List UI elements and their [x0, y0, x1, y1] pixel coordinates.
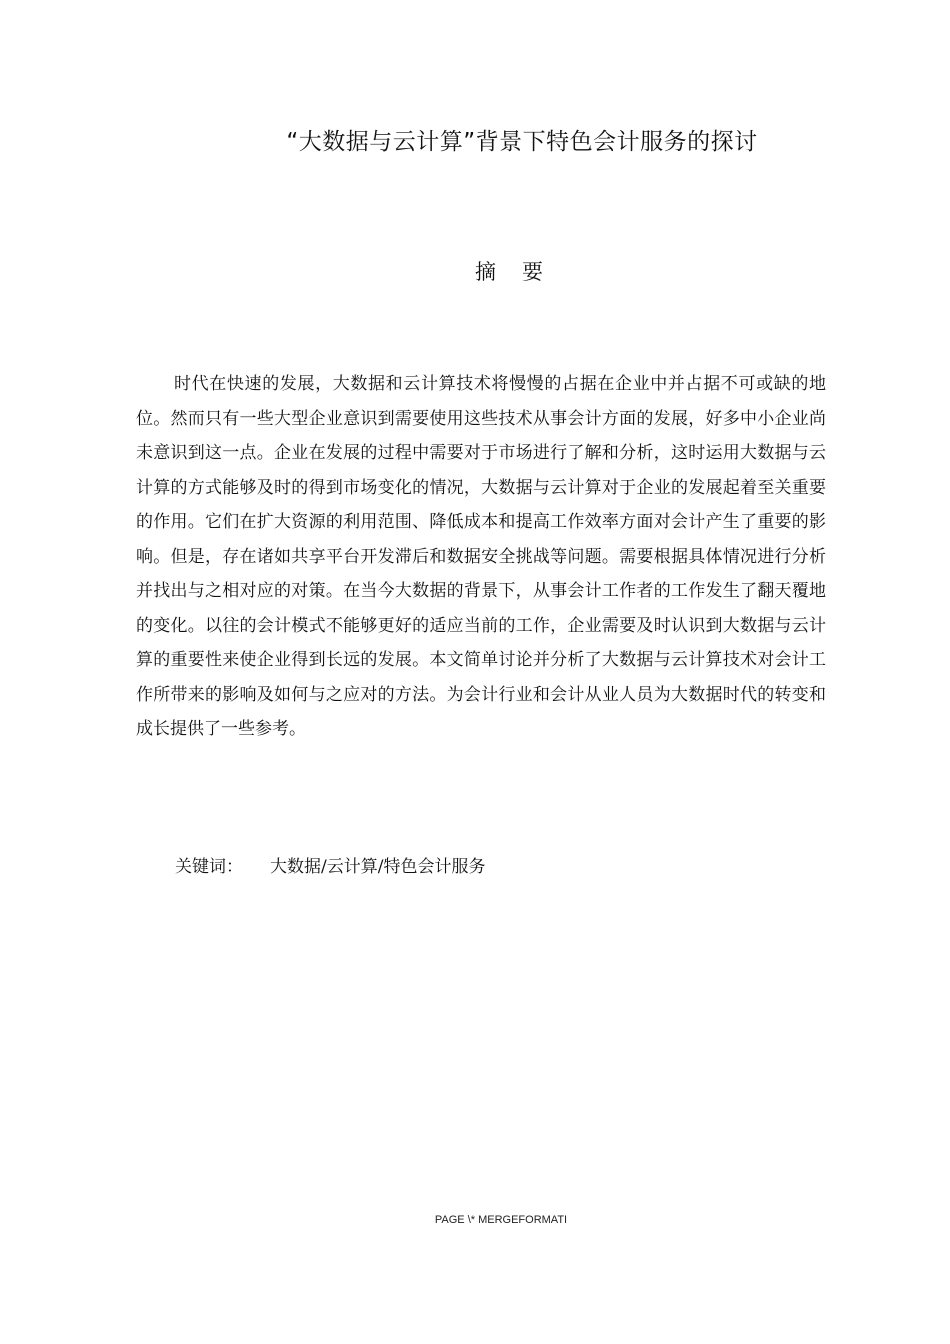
abstract-heading: [0, 256, 950, 288]
abstract-heading-right: 要: [522, 260, 547, 284]
abstract-body: 时代在快速的发展，大数据和云计算技术将慢慢的占据在企业中并占据不可或缺的地位。然而只有一些大型企业意识到需要使用这些技术从事会计方面的发展，好多中小企业尚未意识到这一点。企业在发展的过程中需要对于市场进行了解和分析，这时运用大数据与云计算的方式能够及时的得到市场变化的情况，大数据与云计算对于企业的发展起着至关重要的作用。它们在扩大资源的利用范围、降低成本和提高工作效率方面对会计产生了重要的影响。但是，存在诸如共享平台开发滞后和数据安全挑战等问题。需要根据具体情况进行分析并找出与之相对应的对策。在当今大数据的背景下，从事会计工作者的工作发生了翻天覆地的变化。以往的会计模式不能够更好的适应当前的工作，企业需要及时认识到大数据与云计算的重要性来使企业得到长远的发展。本文简单讨论并分析了大数据与云计算技术对会计工作所带来的影响及如何与之应对的方法。为会计行业和会计从业人员为大数据时代的转变和成长提供了一些参考。: [136, 374, 826, 739]
abstract-heading-left: 摘: [475, 260, 500, 284]
keywords-value: 大数据/云计算/特色会计服务: [270, 857, 486, 877]
keywords-line: [175, 850, 485, 884]
page-title: “大数据与云计算”背景下特色会计服务的探讨: [286, 129, 758, 155]
page-footer: PAGE \* MERGEFORMATI: [434, 1214, 568, 1226]
keywords-label: 关键词：: [175, 857, 243, 877]
